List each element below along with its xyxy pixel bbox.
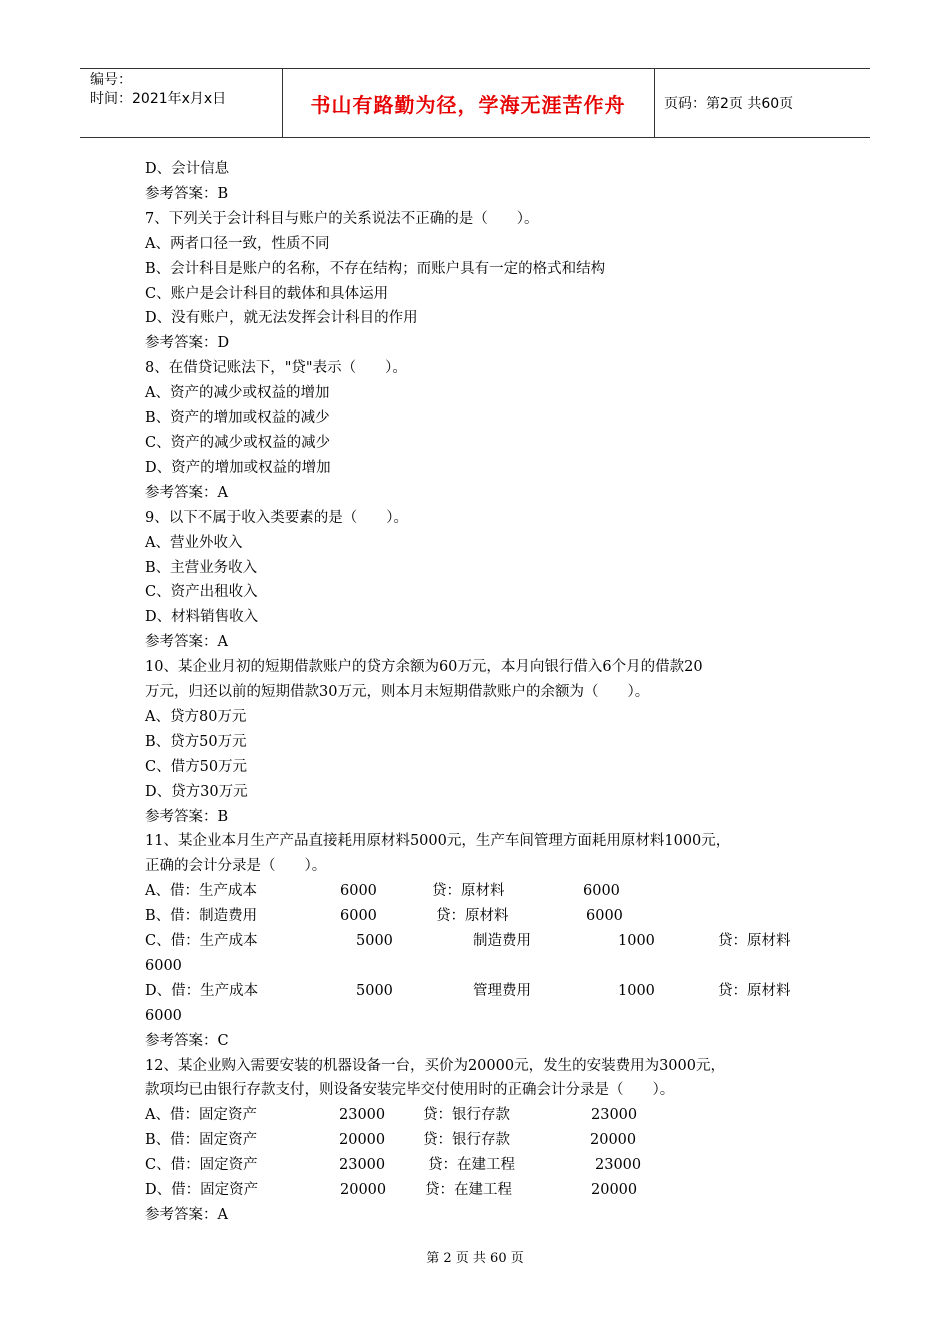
- header-meta: [90, 71, 226, 109]
- answer-line: 参考答案：C: [145, 1032, 229, 1049]
- entry-amount: 23000: [339, 1107, 386, 1124]
- entry-debit: B、借：固定资产: [145, 1132, 258, 1149]
- number-label: 编号：: [90, 72, 132, 88]
- entry-option-c: [145, 1153, 825, 1178]
- option-line: B、贷方50万元: [145, 733, 247, 750]
- time-label: 时间：2021年x月x日: [90, 91, 227, 107]
- entry-credit: 贷：在建工程: [425, 1182, 512, 1199]
- question-10-cont: 万元，归还以前的短期借款30万元，则本月末短期借款账户的余额为（ ）。: [145, 684, 650, 701]
- entry-debit-2: 管理费用: [473, 982, 531, 999]
- entry-amount: 6000: [583, 883, 620, 900]
- question-9: 9、以下不属于收入类要素的是（ ）。: [145, 509, 408, 526]
- entry-amount-wrap: 6000: [145, 1007, 182, 1024]
- entry-credit: 贷：原材料: [718, 933, 791, 950]
- entry-debit: C、借：生产成本: [145, 933, 258, 950]
- entry-amount: 23000: [591, 1107, 638, 1124]
- entry-credit: 贷：原材料: [432, 883, 505, 900]
- option-line: B、会计科目是账户的名称，不存在结构；而账户具有一定的格式和结构: [145, 260, 606, 277]
- page-header: [80, 68, 870, 138]
- answer-line: 参考答案：A: [145, 1206, 228, 1223]
- entry-amount: 6000: [586, 908, 623, 925]
- answer-line: 参考答案：A: [145, 484, 228, 501]
- entry-option-d: [145, 1178, 825, 1203]
- answer-line: 参考答案：B: [145, 808, 229, 825]
- entry-amount: 20000: [591, 1182, 638, 1199]
- entry-option-c: [145, 929, 825, 954]
- entry-amount-wrap: 6000: [145, 957, 182, 974]
- entry-option-a: [145, 879, 825, 904]
- header-motto: 书山有路勤为径，学海无涯苦作舟: [310, 92, 626, 117]
- option-line: A、资产的减少或权益的增加: [145, 385, 330, 402]
- entry-amount: 1000: [618, 933, 655, 950]
- option-line: C、账户是会计科目的载体和具体运用: [145, 285, 389, 302]
- question-11: 11、某企业本月生产产品直接耗用原材料5000元，生产车间管理方面耗用原材料1000元，: [145, 833, 731, 850]
- question-11-cont: 正确的会计分录是（ ）。: [145, 858, 327, 875]
- question-12-cont: 款项均已由银行存款支付，则设备安装完毕交付使用时的正确会计分录是（ ）。: [145, 1082, 675, 1099]
- question-12: 12、某企业购入需要安装的机器设备一台，买价为20000元，发生的安装费用为3000元，: [145, 1057, 725, 1074]
- entry-amount: 20000: [340, 1182, 387, 1199]
- entry-amount: 20000: [590, 1132, 637, 1149]
- entry-option-b: [145, 904, 825, 929]
- entry-amount: 6000: [340, 908, 377, 925]
- entry-amount: 5000: [356, 933, 393, 950]
- option-line: A、营业外收入: [145, 534, 243, 551]
- option-line: D、贷方30万元: [145, 783, 248, 800]
- option-line: C、资产出租收入: [145, 584, 258, 601]
- entry-debit: A、借：生产成本: [145, 883, 257, 900]
- option-line: D、材料销售收入: [145, 609, 259, 626]
- entry-amount: 20000: [339, 1132, 386, 1149]
- answer-line: 参考答案：B: [145, 185, 229, 202]
- entry-option-a: [145, 1103, 825, 1128]
- option-line: D、没有账户，就无法发挥会计科目的作用: [145, 310, 418, 327]
- document-body: [145, 157, 825, 1228]
- option-line: D、资产的增加或权益的增加: [145, 459, 331, 476]
- entry-credit: 贷：银行存款: [423, 1107, 510, 1124]
- entry-debit-2: 制造费用: [473, 933, 531, 950]
- entry-credit: 贷：在建工程: [428, 1157, 515, 1174]
- entry-credit: 贷：原材料: [436, 908, 509, 925]
- option-line: B、主营业务收入: [145, 559, 258, 576]
- entry-amount: 1000: [618, 982, 655, 999]
- option-line: D、会计信息: [145, 161, 230, 177]
- entry-debit: C、借：固定资产: [145, 1157, 258, 1174]
- entry-amount: 5000: [356, 982, 393, 999]
- entry-debit: D、借：固定资产: [145, 1182, 259, 1199]
- question-7: 7、下列关于会计科目与账户的关系说法不正确的是（ ）。: [145, 210, 539, 227]
- entry-debit: D、借：生产成本: [145, 982, 259, 999]
- option-line: A、贷方80万元: [145, 708, 247, 725]
- option-line: A、两者口径一致，性质不同: [145, 235, 330, 252]
- question-10: 10、某企业月初的短期借款账户的贷方余额为60万元，本月向银行借入6个月的借款20: [145, 659, 703, 676]
- entry-amount: 23000: [339, 1157, 386, 1174]
- entry-option-b: [145, 1128, 825, 1153]
- option-line: C、资产的减少或权益的减少: [145, 434, 331, 451]
- page-footer: 第 2 页 共 60 页: [426, 1251, 524, 1266]
- entry-amount: 23000: [595, 1157, 642, 1174]
- answer-line: 参考答案：A: [145, 634, 228, 651]
- option-line: B、资产的增加或权益的减少: [145, 410, 330, 427]
- header-page-label: 页码：第2页 共60页: [664, 96, 794, 112]
- entry-debit: A、借：固定资产: [145, 1107, 257, 1124]
- entry-credit: 贷：原材料: [718, 982, 791, 999]
- entry-amount: 6000: [340, 883, 377, 900]
- question-8: 8、在借贷记账法下，"贷"表示（ ）。: [145, 360, 407, 377]
- answer-line: 参考答案：D: [145, 335, 230, 352]
- header-divider: [654, 69, 655, 137]
- option-line: C、借方50万元: [145, 758, 248, 775]
- entry-credit: 贷：银行存款: [423, 1132, 510, 1149]
- entry-debit: B、借：制造费用: [145, 908, 258, 925]
- entry-option-d: [145, 979, 825, 1004]
